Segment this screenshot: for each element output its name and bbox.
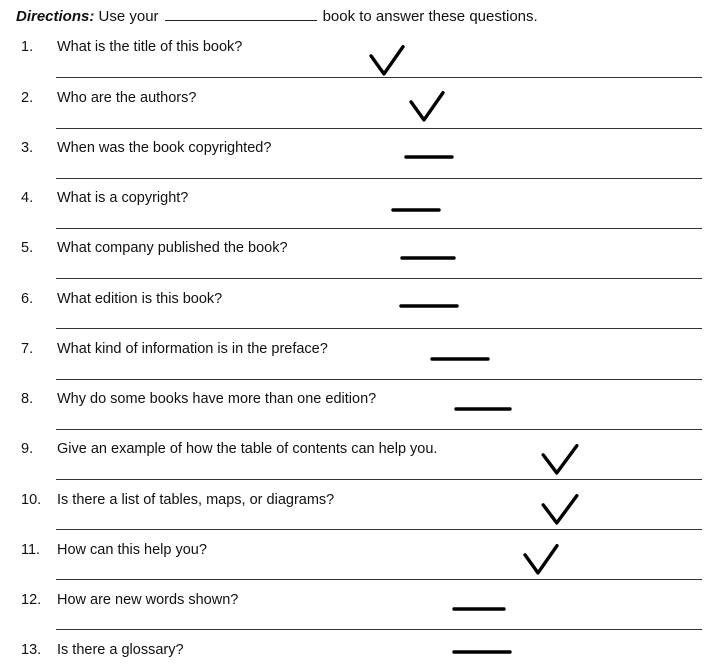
question-item	[0, 38, 719, 68]
dash-icon	[452, 602, 506, 616]
question-number: 5.	[21, 240, 34, 256]
answer-line[interactable]	[56, 629, 702, 630]
answer-line[interactable]	[56, 429, 702, 430]
question-item	[0, 541, 719, 571]
question-item	[0, 641, 719, 671]
question-number: 1.	[21, 39, 34, 55]
question-number: 11.	[21, 542, 41, 558]
answer-line[interactable]	[56, 178, 702, 179]
question-number: 8.	[21, 391, 34, 407]
question-text: What edition is this book?	[57, 291, 223, 307]
question-number: 10.	[21, 492, 42, 508]
question-text: Give an example of how the table of contents can help you.	[57, 441, 438, 457]
answer-line[interactable]	[56, 479, 702, 480]
question-text: What is a copyright?	[57, 190, 189, 206]
check-icon	[540, 443, 580, 477]
answer-line[interactable]	[56, 228, 702, 229]
question-number: 9.	[21, 441, 34, 457]
directions	[16, 6, 538, 27]
directions-text-before: Use your	[98, 8, 159, 25]
book-name-blank[interactable]	[165, 6, 317, 21]
question-text: What kind of information is in the preface?	[57, 341, 328, 357]
question-item	[0, 491, 719, 521]
question-text: Why do some books have more than one edition?	[57, 391, 377, 407]
dash-icon	[400, 251, 456, 265]
answer-line[interactable]	[56, 579, 702, 580]
question-text: What company published the book?	[57, 240, 288, 256]
question-item	[0, 89, 719, 119]
question-item	[0, 340, 719, 370]
dash-icon	[452, 645, 512, 659]
question-number: 12.	[21, 592, 42, 608]
check-icon	[408, 90, 446, 124]
question-text: Who are the authors?	[57, 90, 197, 106]
question-item	[0, 290, 719, 320]
dash-icon	[430, 352, 490, 366]
question-text: Is there a list of tables, maps, or diagrams?	[57, 492, 335, 508]
dash-icon	[399, 299, 459, 313]
directions-label: Directions:	[16, 8, 95, 25]
question-number: 6.	[21, 291, 34, 307]
answer-line[interactable]	[56, 278, 702, 279]
question-text: What is the title of this book?	[57, 39, 243, 55]
question-text: Is there a glossary?	[57, 642, 184, 658]
question-item	[0, 189, 719, 219]
directions-text-after: book to answer these questions.	[322, 8, 538, 25]
question-item	[0, 390, 719, 420]
question-text: How are new words shown?	[57, 592, 239, 608]
question-item	[0, 239, 719, 269]
answer-line[interactable]	[56, 128, 702, 129]
question-item	[0, 591, 719, 621]
answer-line[interactable]	[56, 328, 702, 329]
question-number: 7.	[21, 341, 34, 357]
check-icon	[540, 493, 580, 527]
question-number: 3.	[21, 140, 34, 156]
dash-icon	[454, 402, 512, 416]
question-item	[0, 440, 719, 470]
answer-line[interactable]	[56, 529, 702, 530]
question-number: 13.	[21, 642, 42, 658]
answer-line[interactable]	[56, 379, 702, 380]
question-item	[0, 139, 719, 169]
check-icon	[368, 44, 406, 78]
question-text: When was the book copyrighted?	[57, 140, 272, 156]
check-icon	[522, 543, 560, 577]
dash-icon	[391, 203, 441, 217]
dash-icon	[404, 150, 454, 164]
question-number: 4.	[21, 190, 34, 206]
question-number: 2.	[21, 90, 34, 106]
question-text: How can this help you?	[57, 542, 207, 558]
